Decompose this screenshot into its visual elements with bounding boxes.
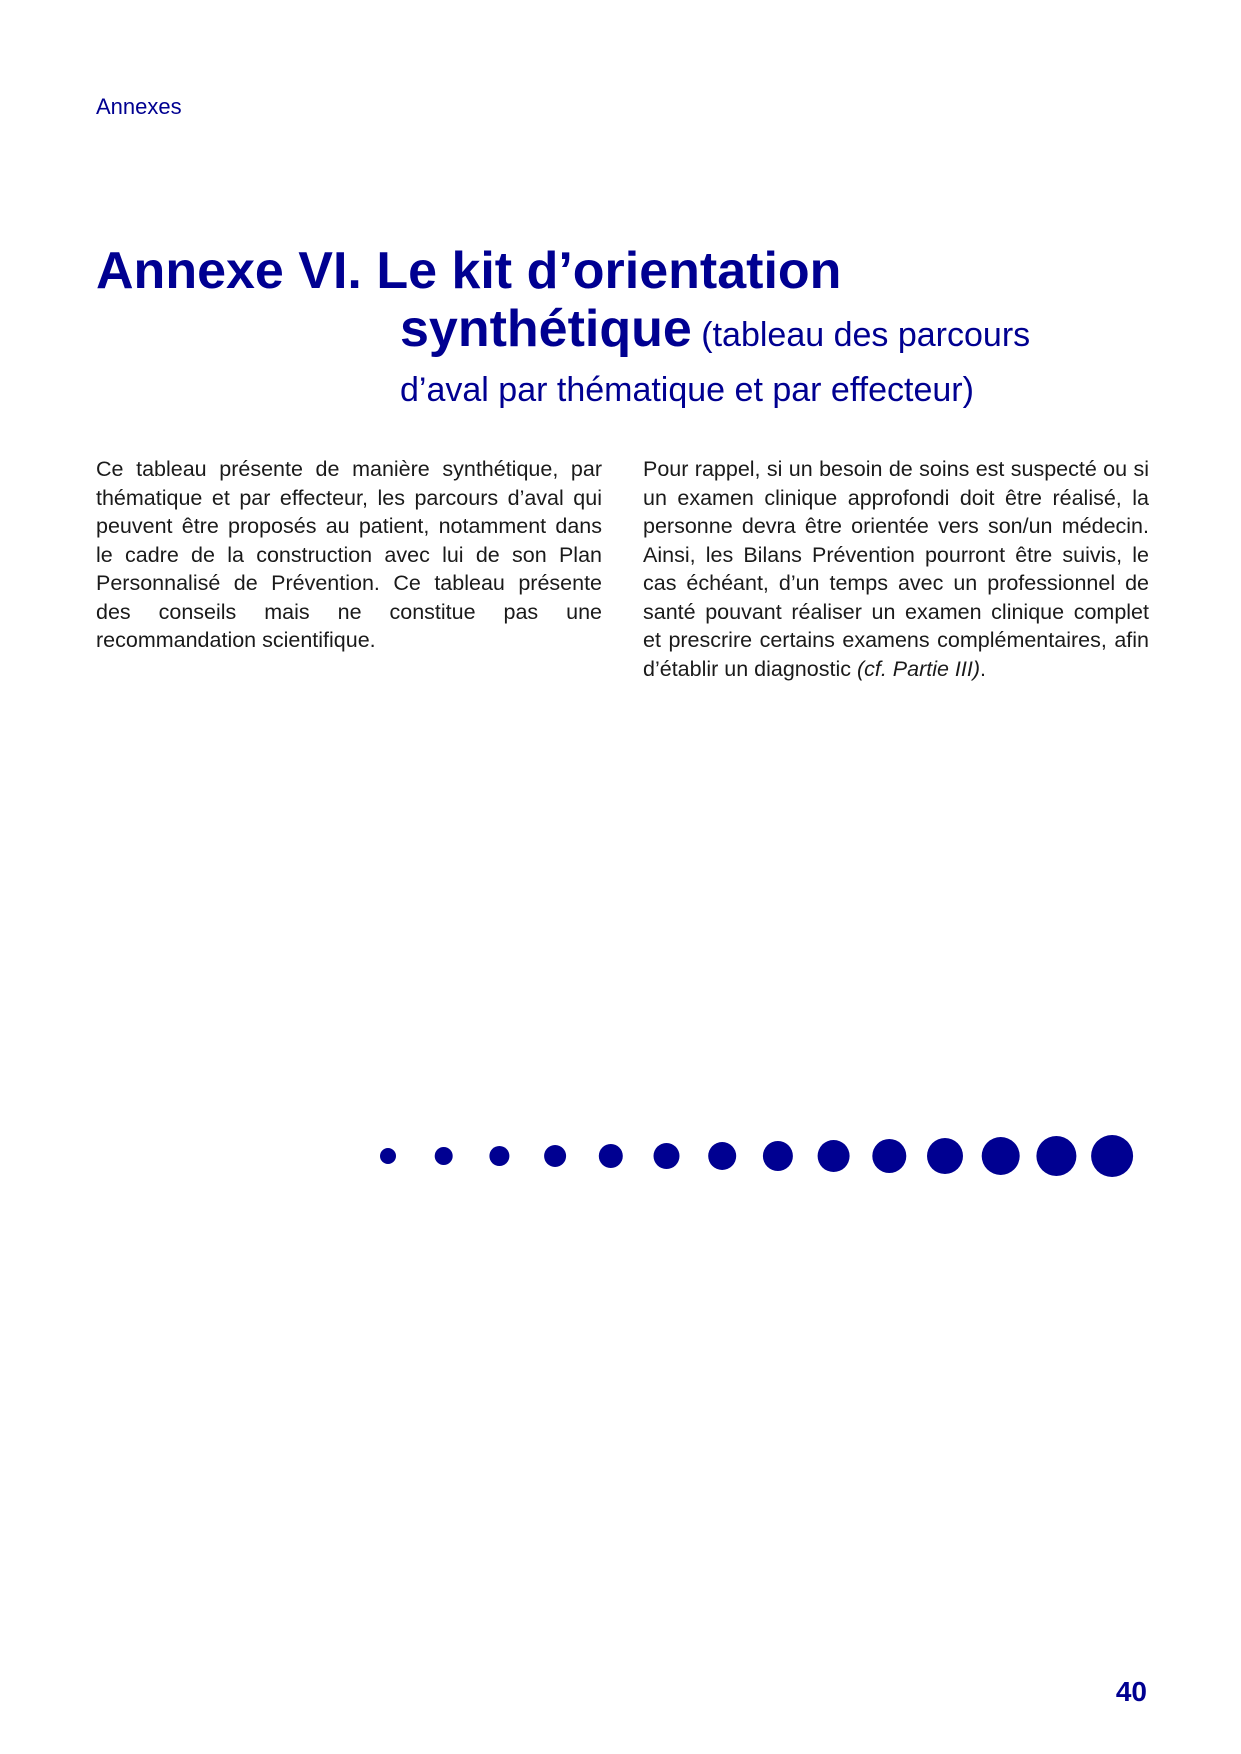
title-line-3: d’aval par thématique et par effecteur) xyxy=(400,371,974,409)
decorative-dot xyxy=(1036,1136,1076,1176)
decorative-dot xyxy=(599,1144,623,1168)
decorative-dot xyxy=(763,1141,793,1171)
decorative-dot xyxy=(872,1139,906,1173)
decorative-dot xyxy=(982,1137,1020,1175)
annex-title xyxy=(96,240,1156,409)
decorative-dot xyxy=(708,1142,736,1170)
decorative-dot xyxy=(927,1138,963,1174)
title-line-1: Annexe VI. Le kit d’orientation xyxy=(96,242,842,300)
decorative-dot xyxy=(818,1140,850,1172)
title-bold-word: synthétique xyxy=(400,300,692,358)
intro-paragraph-right xyxy=(643,455,1149,683)
right-paragraph-end: . xyxy=(980,656,986,681)
decorative-dot xyxy=(489,1146,509,1166)
right-paragraph-text: Pour rappel, si un besoin de soins est suspecté ou si un examen clinique approfondi doit être réalisé, la personne devra être orientée vers son/un médecin. Ainsi, les Bilans Prévention pourront être suivis, le cas échéant, d’un temps avec un professionnel de santé pouvant réaliser un examen clinique complet et prescrire certains examens complémentaires, afin d’établir un diagnostic xyxy=(643,457,1149,681)
decorative-dot xyxy=(435,1147,453,1165)
intro-paragraph-left: Ce tableau présente de manière synthétique, par thématique et par effecteur, les parcours d’aval qui peuvent être proposés au patient, notamment dans le cadre de la construction avec lui de son Plan Personnalisé de Prévention. Ce tableau présente des conseils mais ne constitue pas une recommandation scientifique. xyxy=(96,457,602,652)
title-continuation xyxy=(400,298,1160,412)
page-number: 40 xyxy=(1115,1676,1147,1707)
decorative-dot xyxy=(654,1143,680,1169)
decorative-dots xyxy=(380,1130,1160,1182)
decorative-dot xyxy=(380,1148,396,1164)
title-subtitle-start: (tableau des parcours xyxy=(691,316,1031,354)
cross-reference: (cf. Partie III) xyxy=(856,656,981,681)
decorative-dot xyxy=(1091,1135,1133,1177)
running-header: Annexes xyxy=(96,94,182,119)
title-line-2 xyxy=(400,298,1160,366)
decorative-dot xyxy=(544,1145,566,1167)
